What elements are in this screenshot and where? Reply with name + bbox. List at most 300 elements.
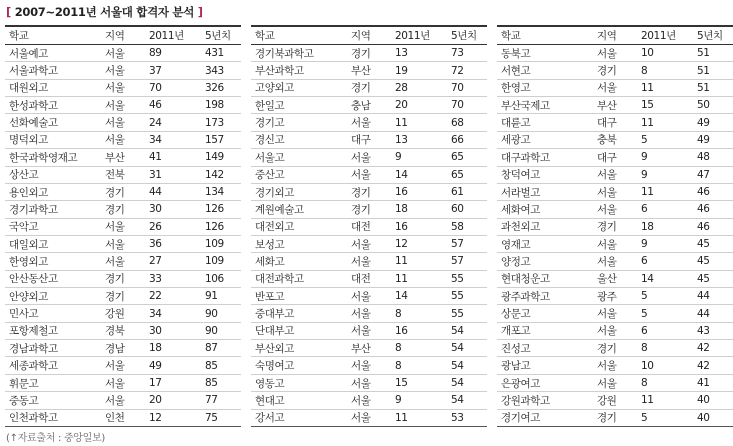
cell-5yr: 70: [447, 97, 487, 114]
cell-region: 인천: [101, 409, 145, 426]
cell-5yr: 46: [693, 201, 733, 218]
cell-2011: 49: [145, 357, 201, 374]
cell-5yr: 55: [447, 305, 487, 322]
cell-school: 보성고: [251, 235, 347, 252]
cell-2011: 11: [637, 392, 693, 409]
cell-region: 서울: [347, 305, 391, 322]
cell-2011: 11: [637, 114, 693, 131]
cell-region: 서울: [593, 322, 637, 339]
cell-region: 강원: [101, 305, 145, 322]
cell-school: 중동고: [5, 392, 101, 409]
cell-5yr: 173: [201, 114, 241, 131]
header-2011: 2011년: [637, 26, 693, 45]
cell-2011: 30: [145, 201, 201, 218]
table-row: [497, 374, 733, 391]
cell-school: 양정고: [497, 253, 593, 270]
header-2011: 2011년: [145, 26, 201, 45]
cell-2011: 89: [145, 45, 201, 62]
cell-2011: 5: [637, 288, 693, 305]
table-row: [5, 235, 241, 252]
table-row: [5, 322, 241, 339]
table-row: [5, 201, 241, 218]
cell-region: 서울: [101, 114, 145, 131]
cell-school: 진성고: [497, 340, 593, 357]
cell-region: 부산: [593, 97, 637, 114]
cell-2011: 44: [145, 183, 201, 200]
cell-school: 중대부고: [251, 305, 347, 322]
cell-region: 부산: [347, 340, 391, 357]
page-title: [ 2007~2011년 서울대 합격자 분석 ]: [6, 5, 203, 19]
cell-region: 서울: [593, 201, 637, 218]
cell-region: 서울: [593, 183, 637, 200]
cell-2011: 8: [391, 357, 447, 374]
source-caption: (↑자료출처 : 중앙일보): [6, 433, 105, 444]
table-row: [251, 97, 487, 114]
cell-region: 서울: [101, 357, 145, 374]
cell-5yr: 65: [447, 166, 487, 183]
cell-school: 현대고: [251, 392, 347, 409]
cell-region: 서울: [347, 357, 391, 374]
cell-school: 한일고: [251, 97, 347, 114]
cell-5yr: 54: [447, 322, 487, 339]
cell-2011: 8: [637, 374, 693, 391]
cell-2011: 10: [637, 45, 693, 62]
cell-region: 서울: [593, 166, 637, 183]
table-row: [5, 305, 241, 322]
cell-2011: 8: [391, 305, 447, 322]
table-row: [251, 392, 487, 409]
cell-5yr: 68: [447, 114, 487, 131]
cell-school: 대전외고: [251, 218, 347, 235]
cell-5yr: 57: [447, 253, 487, 270]
cell-region: 서울: [101, 62, 145, 79]
cell-5yr: 51: [693, 45, 733, 62]
cell-2011: 14: [637, 270, 693, 287]
table-row: [251, 322, 487, 339]
table-row: [251, 45, 487, 62]
cell-school: 부산국제고: [497, 97, 593, 114]
cell-school: 경신고: [251, 131, 347, 148]
table-header-row: [5, 26, 241, 45]
cell-school: 서라벌고: [497, 183, 593, 200]
cell-region: 서울: [101, 79, 145, 96]
cell-region: 경기: [593, 62, 637, 79]
cell-school: 상산고: [5, 166, 101, 183]
table-row: [5, 97, 241, 114]
cell-school: 광남고: [497, 357, 593, 374]
cell-5yr: 49: [693, 131, 733, 148]
cell-school: 세광고: [497, 131, 593, 148]
cell-5yr: 51: [693, 79, 733, 96]
cell-region: 대전: [347, 218, 391, 235]
cell-region: 서울: [593, 235, 637, 252]
table-row: [251, 62, 487, 79]
cell-school: 세종과학고: [5, 357, 101, 374]
table-row: [497, 183, 733, 200]
table-row: [497, 201, 733, 218]
cell-region: 서울: [101, 392, 145, 409]
cell-5yr: 70: [447, 79, 487, 96]
cell-5yr: 65: [447, 149, 487, 166]
table-row: [251, 340, 487, 357]
cell-5yr: 55: [447, 270, 487, 287]
cell-5yr: 87: [201, 340, 241, 357]
cell-2011: 16: [391, 218, 447, 235]
header-5yr: 5년치: [201, 26, 241, 45]
cell-region: 울산: [593, 270, 637, 287]
table-row: [497, 114, 733, 131]
table-row: [5, 183, 241, 200]
table-row: [251, 235, 487, 252]
cell-2011: 10: [637, 357, 693, 374]
cell-5yr: 66: [447, 131, 487, 148]
cell-school: 서울고: [251, 149, 347, 166]
cell-2011: 24: [145, 114, 201, 131]
cell-region: 경기: [347, 201, 391, 218]
table-row: [497, 218, 733, 235]
cell-5yr: 90: [201, 305, 241, 322]
table-row: [5, 131, 241, 148]
cell-region: 서울: [593, 253, 637, 270]
cell-school: 명덕외고: [5, 131, 101, 148]
cell-2011: 9: [637, 235, 693, 252]
cell-5yr: 77: [201, 392, 241, 409]
cell-5yr: 55: [447, 288, 487, 305]
cell-school: 한영외고: [5, 253, 101, 270]
cell-region: 대전: [347, 270, 391, 287]
header-2011: 2011년: [391, 26, 447, 45]
table-row: [251, 218, 487, 235]
cell-school: 대전과학고: [251, 270, 347, 287]
cell-5yr: 46: [693, 183, 733, 200]
cell-school: 한국과학영재고: [5, 149, 101, 166]
cell-5yr: 109: [201, 253, 241, 270]
cell-2011: 5: [637, 131, 693, 148]
cell-2011: 8: [391, 340, 447, 357]
cell-region: 서울: [347, 235, 391, 252]
cell-school: 부산외고: [251, 340, 347, 357]
cell-5yr: 85: [201, 374, 241, 391]
table-row: [5, 79, 241, 96]
cell-2011: 18: [391, 201, 447, 218]
cell-school: 경기과학고: [5, 201, 101, 218]
cell-5yr: 75: [201, 409, 241, 426]
page-title-text: 2007~2011년 서울대 합격자 분석: [14, 5, 195, 19]
cell-5yr: 45: [693, 270, 733, 287]
cell-school: 포항제철고: [5, 322, 101, 339]
cell-2011: 14: [391, 166, 447, 183]
table-row: [251, 114, 487, 131]
cell-2011: 5: [637, 409, 693, 426]
cell-school: 안양외고: [5, 288, 101, 305]
results-table-3: [497, 25, 733, 427]
table-row: [497, 392, 733, 409]
table-row: [5, 288, 241, 305]
table-row: [251, 149, 487, 166]
cell-school: 숙명여고: [251, 357, 347, 374]
cell-school: 국악고: [5, 218, 101, 235]
cell-2011: 16: [391, 183, 447, 200]
cell-5yr: 126: [201, 201, 241, 218]
cell-region: 서울: [347, 149, 391, 166]
table-row: [5, 357, 241, 374]
cell-5yr: 41: [693, 374, 733, 391]
table-row: [5, 114, 241, 131]
results-tables: [5, 25, 723, 427]
cell-school: 고양외고: [251, 79, 347, 96]
cell-school: 은광여고: [497, 374, 593, 391]
table-header-row: [251, 26, 487, 45]
cell-school: 경기외고: [251, 183, 347, 200]
cell-5yr: 142: [201, 166, 241, 183]
cell-5yr: 58: [447, 218, 487, 235]
table-row: [5, 340, 241, 357]
header-school: 학교: [5, 26, 101, 45]
cell-5yr: 54: [447, 374, 487, 391]
cell-school: 용인외고: [5, 183, 101, 200]
cell-school: 단대부고: [251, 322, 347, 339]
cell-2011: 11: [391, 409, 447, 426]
cell-school: 서울과학고: [5, 62, 101, 79]
cell-5yr: 54: [447, 392, 487, 409]
cell-2011: 8: [637, 340, 693, 357]
cell-5yr: 90: [201, 322, 241, 339]
cell-5yr: 54: [447, 357, 487, 374]
cell-region: 서울: [347, 409, 391, 426]
cell-2011: 18: [145, 340, 201, 357]
cell-2011: 31: [145, 166, 201, 183]
cell-5yr: 85: [201, 357, 241, 374]
table-row: [5, 166, 241, 183]
cell-5yr: 50: [693, 97, 733, 114]
table-row: [497, 357, 733, 374]
cell-2011: 15: [391, 374, 447, 391]
table-row: [497, 235, 733, 252]
cell-2011: 46: [145, 97, 201, 114]
cell-5yr: 51: [693, 62, 733, 79]
table-row: [497, 322, 733, 339]
cell-region: 서울: [101, 374, 145, 391]
table-row: [251, 357, 487, 374]
cell-region: 서울: [593, 357, 637, 374]
table-row: [5, 270, 241, 287]
cell-region: 충북: [593, 131, 637, 148]
cell-school: 한영고: [497, 79, 593, 96]
cell-2011: 17: [145, 374, 201, 391]
header-region: 지역: [593, 26, 637, 45]
cell-2011: 30: [145, 322, 201, 339]
cell-school: 부산과학고: [251, 62, 347, 79]
cell-region: 경기: [593, 409, 637, 426]
cell-2011: 14: [391, 288, 447, 305]
cell-school: 개포고: [497, 322, 593, 339]
cell-region: 서울: [101, 131, 145, 148]
table-row: [5, 45, 241, 62]
cell-region: 광주: [593, 288, 637, 305]
results-table-2: [251, 25, 487, 427]
table-row: [497, 97, 733, 114]
cell-region: 충남: [347, 97, 391, 114]
cell-school: 대륜고: [497, 114, 593, 131]
cell-school: 인천과학고: [5, 409, 101, 426]
cell-region: 서울: [593, 305, 637, 322]
cell-school: 중산고: [251, 166, 347, 183]
cell-school: 강서고: [251, 409, 347, 426]
cell-5yr: 48: [693, 149, 733, 166]
cell-region: 강원: [593, 392, 637, 409]
cell-5yr: 42: [693, 340, 733, 357]
cell-region: 서울: [593, 45, 637, 62]
table-row: [251, 201, 487, 218]
cell-2011: 11: [391, 114, 447, 131]
cell-school: 한성과학고: [5, 97, 101, 114]
table-row: [251, 374, 487, 391]
cell-region: 경남: [101, 340, 145, 357]
cell-region: 서울: [347, 392, 391, 409]
table-row: [497, 253, 733, 270]
table-row: [497, 270, 733, 287]
cell-2011: 33: [145, 270, 201, 287]
cell-region: 경기: [101, 288, 145, 305]
results-table-1: [5, 25, 241, 427]
cell-5yr: 60: [447, 201, 487, 218]
header-school: 학교: [251, 26, 347, 45]
cell-5yr: 91: [201, 288, 241, 305]
cell-school: 강원과학고: [497, 392, 593, 409]
cell-2011: 15: [637, 97, 693, 114]
table-row: [251, 183, 487, 200]
cell-5yr: 326: [201, 79, 241, 96]
cell-school: 창덕여고: [497, 166, 593, 183]
cell-school: 서현고: [497, 62, 593, 79]
cell-region: 경북: [101, 322, 145, 339]
table-row: [5, 392, 241, 409]
cell-2011: 18: [637, 218, 693, 235]
cell-school: 경남과학고: [5, 340, 101, 357]
cell-school: 대구과학고: [497, 149, 593, 166]
cell-region: 전북: [101, 166, 145, 183]
cell-region: 서울: [101, 218, 145, 235]
header-region: 지역: [347, 26, 391, 45]
cell-school: 광주과학고: [497, 288, 593, 305]
cell-5yr: 40: [693, 392, 733, 409]
cell-region: 경기: [347, 79, 391, 96]
cell-2011: 70: [145, 79, 201, 96]
cell-5yr: 149: [201, 149, 241, 166]
cell-2011: 12: [145, 409, 201, 426]
cell-5yr: 53: [447, 409, 487, 426]
cell-school: 계원예술고: [251, 201, 347, 218]
table-row: [497, 149, 733, 166]
table-row: [497, 131, 733, 148]
cell-2011: 36: [145, 235, 201, 252]
cell-5yr: 157: [201, 131, 241, 148]
cell-school: 경기여고: [497, 409, 593, 426]
cell-5yr: 109: [201, 235, 241, 252]
cell-region: 서울: [101, 253, 145, 270]
cell-school: 영동고: [251, 374, 347, 391]
cell-5yr: 47: [693, 166, 733, 183]
cell-2011: 6: [637, 253, 693, 270]
table-row: [251, 166, 487, 183]
cell-school: 동북고: [497, 45, 593, 62]
cell-school: 선화예술고: [5, 114, 101, 131]
cell-5yr: 57: [447, 235, 487, 252]
cell-5yr: 134: [201, 183, 241, 200]
cell-school: 현대청운고: [497, 270, 593, 287]
cell-5yr: 54: [447, 340, 487, 357]
cell-region: 경기: [347, 183, 391, 200]
cell-region: 서울: [347, 288, 391, 305]
cell-school: 상문고: [497, 305, 593, 322]
cell-2011: 16: [391, 322, 447, 339]
table-row: [497, 305, 733, 322]
table-row: [251, 79, 487, 96]
cell-school: 서울예고: [5, 45, 101, 62]
cell-school: 안산동산고: [5, 270, 101, 287]
cell-region: 서울: [347, 166, 391, 183]
cell-2011: 20: [391, 97, 447, 114]
cell-2011: 5: [637, 305, 693, 322]
cell-region: 서울: [101, 45, 145, 62]
cell-5yr: 40: [693, 409, 733, 426]
cell-region: 경기: [101, 183, 145, 200]
cell-school: 세화여고: [497, 201, 593, 218]
cell-region: 부산: [347, 62, 391, 79]
cell-region: 서울: [593, 374, 637, 391]
cell-5yr: 45: [693, 253, 733, 270]
table-row: [251, 253, 487, 270]
cell-region: 대구: [593, 149, 637, 166]
table-row: [5, 149, 241, 166]
cell-5yr: 42: [693, 357, 733, 374]
cell-region: 경기: [593, 218, 637, 235]
cell-2011: 34: [145, 305, 201, 322]
cell-region: 서울: [347, 322, 391, 339]
cell-2011: 20: [145, 392, 201, 409]
cell-5yr: 44: [693, 288, 733, 305]
cell-2011: 26: [145, 218, 201, 235]
table-row: [5, 374, 241, 391]
cell-2011: 12: [391, 235, 447, 252]
cell-region: 대구: [593, 114, 637, 131]
cell-5yr: 343: [201, 62, 241, 79]
table-row: [5, 409, 241, 426]
cell-2011: 22: [145, 288, 201, 305]
cell-2011: 9: [391, 149, 447, 166]
cell-5yr: 106: [201, 270, 241, 287]
cell-5yr: 198: [201, 97, 241, 114]
table-row: [497, 45, 733, 62]
table-header-row: [497, 26, 733, 45]
cell-school: 반포고: [251, 288, 347, 305]
cell-2011: 11: [637, 79, 693, 96]
table-row: [251, 409, 487, 426]
cell-region: 경기: [101, 270, 145, 287]
cell-5yr: 431: [201, 45, 241, 62]
cell-region: 서울: [347, 374, 391, 391]
cell-5yr: 43: [693, 322, 733, 339]
header-region: 지역: [101, 26, 145, 45]
table-row: [497, 288, 733, 305]
cell-school: 과천외고: [497, 218, 593, 235]
cell-5yr: 61: [447, 183, 487, 200]
cell-2011: 13: [391, 45, 447, 62]
cell-2011: 37: [145, 62, 201, 79]
header-school: 학교: [497, 26, 593, 45]
cell-region: 부산: [101, 149, 145, 166]
table-row: [251, 288, 487, 305]
